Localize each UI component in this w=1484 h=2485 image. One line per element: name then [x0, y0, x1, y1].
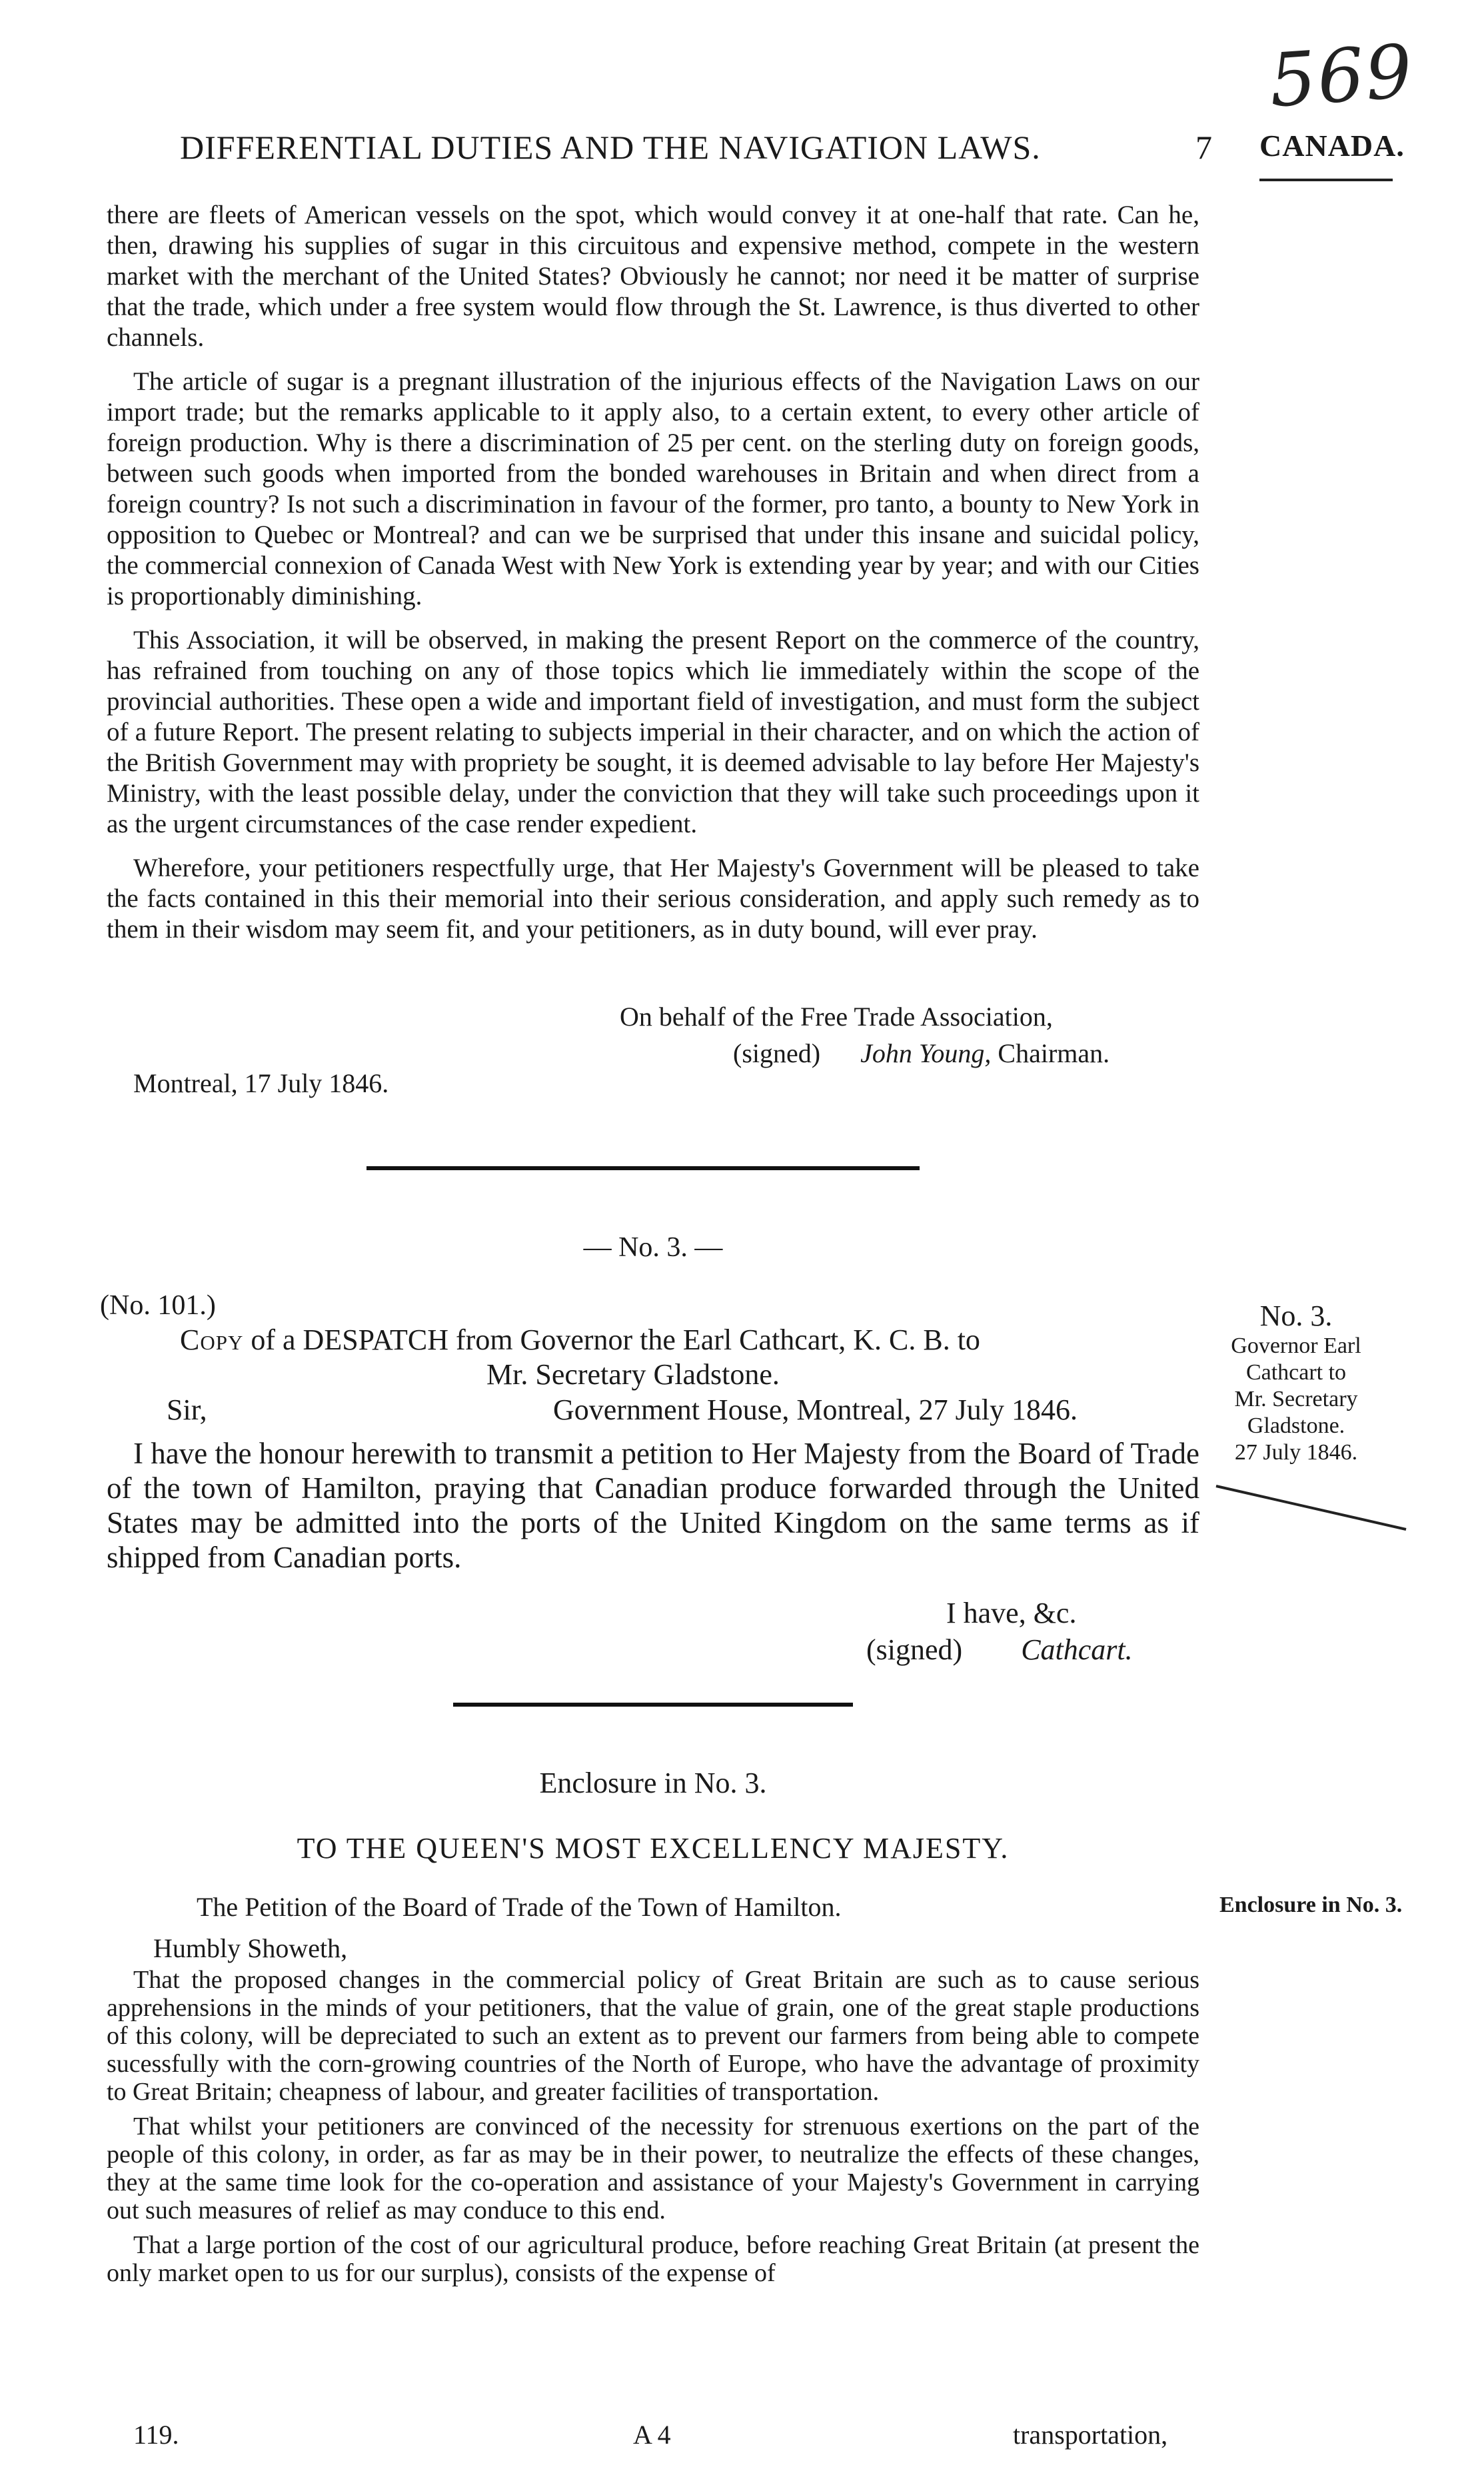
margin-note-line: Governor Earl — [1231, 1333, 1361, 1358]
closing-line: I have, &c. — [946, 1597, 1077, 1629]
signer-name: Cathcart. — [1021, 1633, 1133, 1666]
despatch-title-line2: Mr. Secretary Gladstone. — [486, 1358, 780, 1391]
paragraph: Wherefore, your petitioners respectfully urge, that Her Majesty's Government will be pleased to take the facts contained in this their memorial into their serious consideration, and apply such remedy as to them in their wisdom may seem fit, and your petitioners, as in duty bound, will ever pray. — [107, 854, 1199, 944]
paragraph: I have the honour herewith to transmit a petition to Her Majesty from the Board of Trade of the town of Hamilton, praying that Canadian produce forwarded through the United States may be admitted into the ports of the United Kingdom on the same terms as if shipped from Canadian ports. — [107, 1437, 1199, 1574]
signer-name: John Young, — [860, 1038, 992, 1068]
sheet-number: 119. — [133, 2420, 179, 2450]
salutation: Sir, — [167, 1393, 207, 1426]
paragraph: there are fleets of American vessels on the spot, which would convey it at one-half that rate. Can he, then, drawing his supplies of sugar in this circuitous and expensive method, compete in the western market with the merchant of the United States? Obviously he cannot; nor need it be matter of surprise that the trade, which under a free system would flow through the St. Lawrence, is thus diverted to other channels. — [107, 201, 1199, 352]
despatch-body — [107, 1436, 1199, 1588]
humbly-showeth: Humbly Showeth, — [153, 1933, 348, 1963]
section-divider — [367, 1166, 920, 1170]
paragraph: That a large portion of the cost of our agricultural produce, before reaching Great Britain (at present the only market open to us for our surplus), consists of the expense of — [107, 2231, 1199, 2287]
margin-note-line: Gladstone. — [1247, 1413, 1345, 1438]
despatch-title-line1: of a DESPATCH from Governor the Earl Cathcart, K. C. B. to — [251, 1323, 980, 1356]
paragraph: The article of sugar is a pregnant illustration of the injurious effects of the Navigation Laws on our import trade; but the remarks applicable to it apply also, to a certain extent, to every other article of foreign production. Why is there a discrimination of 25 per cent. on the sterling duty on foreign goods, between such goods when imported from the bonded warehouses in Britain and when direct from a foreign country? Is not such a discrimination in favour of the former, pro tanto, a bounty to New York in opposition to Quebec or Montreal? and can we be surprised that under this insane and suicidal policy, the commercial connexion of Canada West with New York is extending year by year; and with our Cities is proportionably diminishing. — [107, 367, 1199, 610]
petition-body — [107, 1966, 1199, 2287]
signature-mark: A 4 — [633, 2420, 671, 2450]
section-divider — [453, 1703, 853, 1707]
despatch-number: (No. 101.) — [100, 1290, 216, 1321]
margin-note-no: No. 3. — [1259, 1299, 1333, 1332]
side-label-rule — [1259, 179, 1393, 181]
catchword: transportation, — [1013, 2420, 1168, 2450]
signed-label: (signed) — [733, 1038, 821, 1068]
section1-body — [107, 200, 1199, 958]
margin-note-line: Cathcart to — [1245, 1360, 1347, 1385]
signer-title: Chairman. — [998, 1038, 1110, 1068]
petition-line: The Petition of the Board of Trade of the Town of Hamilton. — [197, 1892, 842, 1922]
despatch-address: Government House, Montreal, 27 July 1846. — [553, 1393, 1078, 1426]
copy-word: Copy — [180, 1323, 244, 1356]
margin-note-line: 27 July 1846. — [1234, 1440, 1358, 1465]
enclosure-heading: Enclosure in No. 3. — [539, 1767, 767, 1799]
side-label-canada: CANADA. — [1259, 129, 1405, 163]
paragraph: That the proposed changes in the commercial policy of Great Britain are such as to cause serious apprehensions in the minds of your petitioners, that the value of grain, one of the great staple productions of this colony, will be depreciated to such an extent as to prevent our farmers from being able to compete sucessfully with the corn-growing countries of the North of Europe, who have the advantage of proximity to Great Britain; cheapness of labour, and greater facilities of transportation. — [107, 1966, 1199, 2106]
margin-note-line: Mr. Secretary — [1234, 1387, 1358, 1411]
despatch-signature — [866, 1633, 1133, 1667]
signed-label: (signed) — [866, 1633, 963, 1666]
margin-flourish — [1213, 1473, 1413, 1546]
place-date: Montreal, 17 July 1846. — [133, 1068, 389, 1098]
on-behalf-line: On behalf of the Free Trade Association, — [620, 1002, 1053, 1032]
margin-note-enclosure: Enclosure in No. 3. — [1219, 1893, 1403, 1917]
running-head — [180, 128, 1213, 167]
petition-title: TO THE QUEEN'S MOST EXCELLENCY MAJESTY. — [297, 1832, 1010, 1865]
margin-note-despatch — [1209, 1299, 1383, 1466]
despatch-title — [180, 1323, 1179, 1392]
running-head-title: DIFFERENTIAL DUTIES AND THE NAVIGATION LAWS. — [180, 129, 1041, 166]
page-number: 7 — [1195, 129, 1213, 166]
paragraph: This Association, it will be observed, in making the present Report on the commerce of the country, has refrained from touching on any of those topics which lie immediately within the scope of the provincial authorities. These open a wide and important field of investigation, and must form the subject of a future Report. The present relating to subjects imperial in their character, and on which the action of the British Government may with propriety be sought, it is deemed advisable to lay before Her Majesty's Ministry, with the least possible delay, under the conviction that they will take such proceedings upon it as the urgent circumstances of the case render expedient. — [107, 626, 1199, 838]
paragraph: That whilst your petitioners are convinced of the necessity for strenuous exertions on the part of the people of this colony, in order, as far as may be in their power, to neutralize the effects of these changes, they at the same time look for the co-operation and assistance of your Majesty's Government in carrying out such measures of relief as may conduce to this end. — [107, 2112, 1199, 2224]
signature-line — [733, 1036, 1110, 1071]
handwritten-folio-number: 569 — [1266, 28, 1417, 124]
section-heading: — No. 3. — — [583, 1232, 723, 1263]
